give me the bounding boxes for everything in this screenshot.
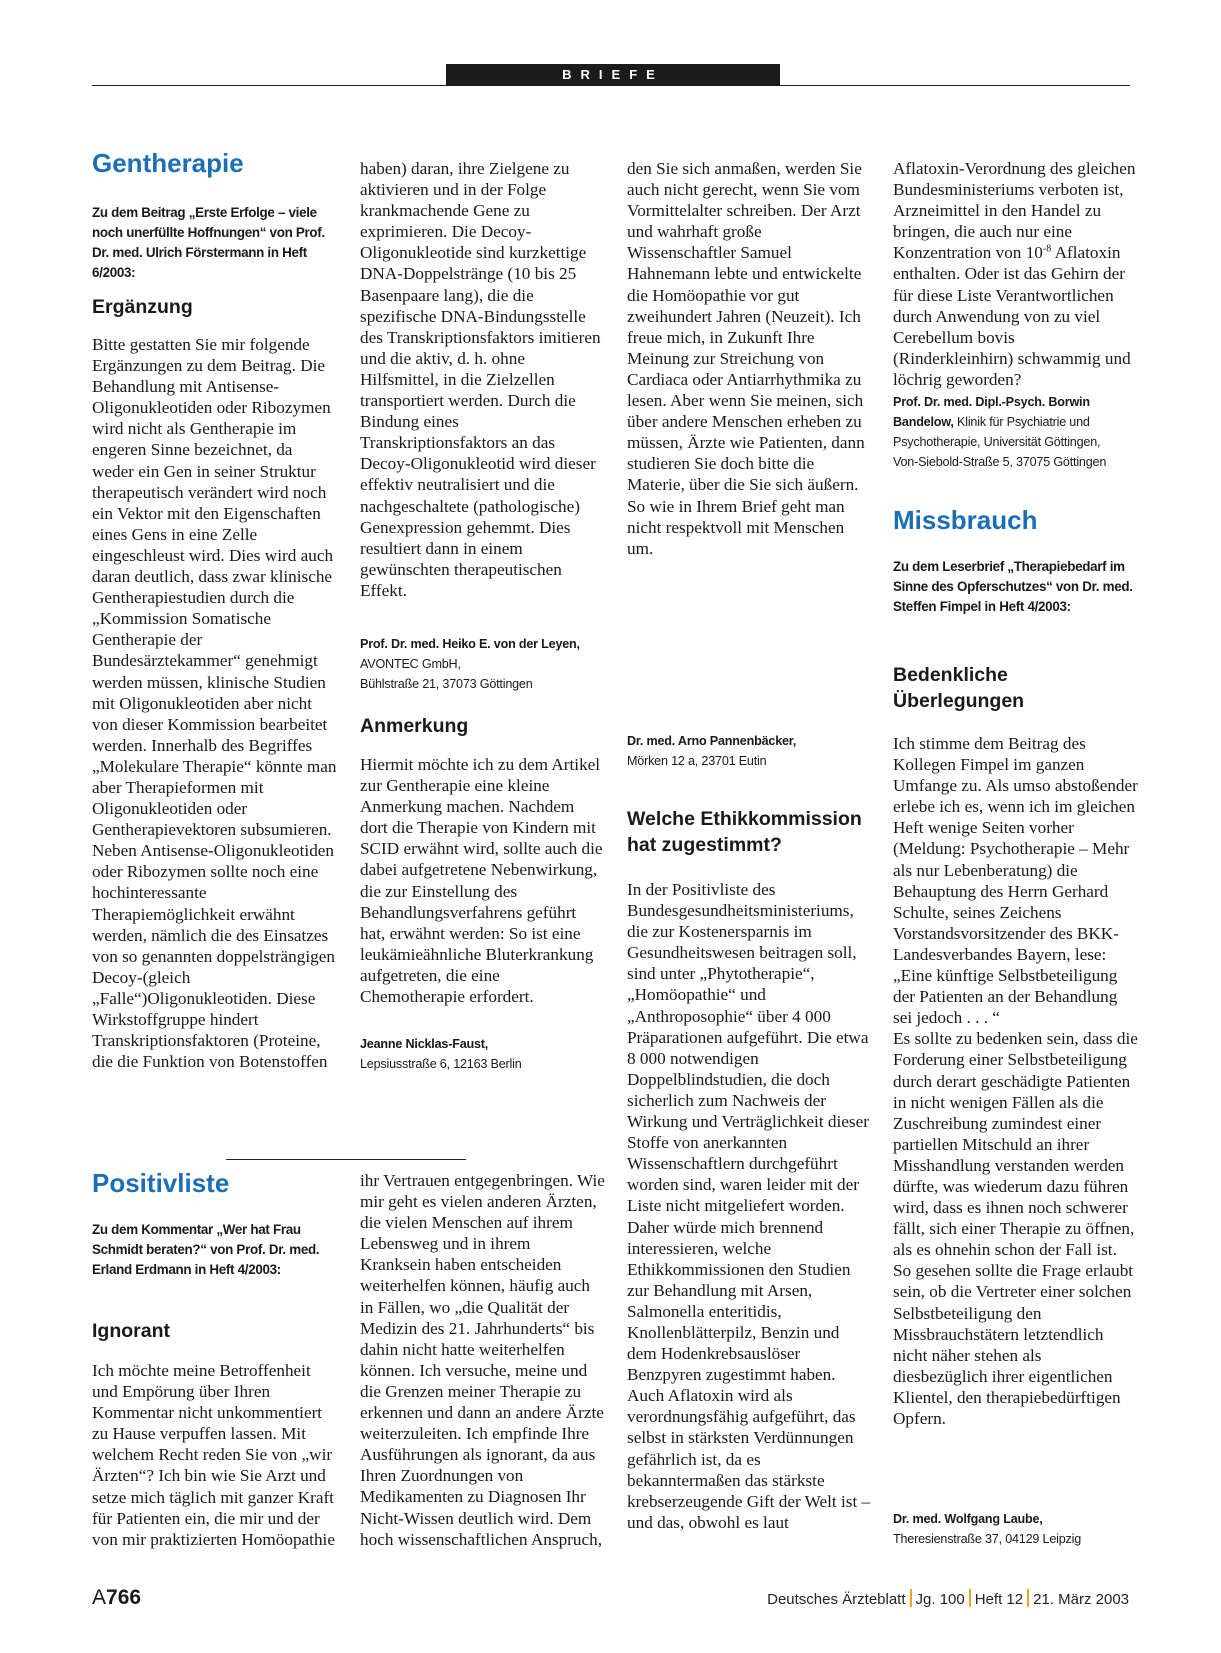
gentherapie-lead <box>92 203 337 283</box>
lead-text: Zu dem Leserbrief „Therapiebedarf im Sinne des Opferschutzes“ von Dr. med. Steffen Fimpel in Heft 4/2003: <box>893 559 1133 614</box>
letter-continuation: haben) daran, ihre Zielgene zu aktivieren und in der Folge krankmachende Gene zu exprimieren. Die Decoy-Oligonukleotide sind kurzkettige DNA-Doppelstränge (10 bis 25 Basenpaare lang), die die spezifische DNA-Bindungsstelle des Transkriptionsfaktors imitieren und die aktiv, d. h. ohne Hilfsmittel, in die Zielzellen transportiert werden. Durch die Bindung eines Transkriptionsfaktors an das Decoy-Oligonukleotid wird dieser effektiv neutralisiert und die nachgeschaltete (pathologische) Genexpression gehemmt. Dies resultiert dann in einem gewünschten therapeutischen Effekt. <box>360 159 601 600</box>
bedenkliche-heading-wrap <box>893 662 1138 714</box>
letter-body-ergaenzung-part1: Bitte gestatten Sie mir folgende Ergänzungen zu dem Beitrag. Die Behandlung mit Antisense-Oligonukleotiden oder Ribozymen wird nicht als Gentherapie im engeren Sinne bezeichnet, da weder ein Gen in seiner Struktur therapeutisch verändert wird noch ein Vektor mit den Eigenschaften eines Gens in eine Zelle eingeschleust wird. Dies wird auch daran deutlich, dass zwar klinische Gentherapiestudien durch die „Kommission Somatische Gentherapie der Bundesärztekammer“ genehmigt werden müssen, klinische Studien mit Oligonukleotiden aber nicht von dieser Kommission bearbeitet werden. Innerhalb des Begriffes „Molekulare Therapie“ könnte man aber Therapieformen mit Oligonukleotiden oder Gentherapievektoren subsumieren. Neben Antisense-Oligonukleotiden oder Ribozymen sollte noch eine hochinteressante Therapiemöglichkeit erwähnt werden, nämlich die des Einsatzes von so genannten doppelsträngigen Decoy-(gleich „Falle“)Oligonukleotiden. Diese Wirkstoffgruppe hindert Transkriptionsfaktoren (Proteine, die die Funktion von Botenstoffen <box>92 335 337 1072</box>
ergaenzung-heading-wrap <box>92 294 337 320</box>
letter-body-anmerkung: Hiermit möchte ich zu dem Artikel zur Gentherapie eine kleine Anmerkung machen. Nachdem dort die Therapie von Kindern mit SCID erwähnt wird, sollte auch die dabei aufgetretene Nebenwirkung, die zur Einstellung des Behandlungsverfahrens geführt hat, erwähnt werden: So ist eine leukämieähnliche Bluterkrankung aufgetreten, die eine Chemotherapie erfordert. <box>360 755 603 1007</box>
letter-heading: Welche Ethikkommission hat zugestimmt? <box>627 808 862 856</box>
ethik-heading-wrap <box>627 806 872 858</box>
letter-body-ignorant-part1: Ich möchte meine Betroffenheit und Empörung über Ihren Kommentar nicht unkommentiert zu Hause verpuffen lassen. Mit welchem Recht reden Sie von „wir Ärzten“? Ich bin wie Sie Arzt und setze mich täglich mit ganzer Kraft für Patienten ein, die mir und der von mir praktizierten Homöopathie <box>92 1361 335 1549</box>
section-divider <box>226 1159 466 1160</box>
letter-body-ethik-part1: In der Positivliste des Bundesgesundheitsministeriums, die zur Kostenersparnis im Gesundheitswesen beitragen soll, sind unter „Phytotherapie“, „Homöopathie“ und „Anthroposophie“ über 4 000 Präparationen aufgeführt. Die etwa 8 000 notwendigen Doppelblindstudien, die doch sicherlich zum Nachweis der Wirkung und Verträglichkeit dieser Stoffe von anerkannten Wissenschaftlern durchgeführt worden sind, waren leider mit der Liste nicht mitgeliefert worden. Daher würde mich brennend interessieren, welche Ethikkommissionen den Studien zur Behandlung mit Arsen, Salmonella enteritidis, Knollenblätterpilz, Benzin und dem Hodenkrebsauslöser Benzpyren zugestimmt haben. Auch Aflatoxin wird als verordnungsfähig aufgeführt, das selbst in stärksten Verdünnungen gefährlich ist, da es bekanntermaßen das stärkste krebserzeugende Gift der Welt ist – und das, obwohl es laut <box>627 880 871 1532</box>
missbrauch-lead <box>893 557 1138 617</box>
positivliste-title-wrap <box>92 1167 337 1199</box>
positivliste-lead <box>92 1220 337 1280</box>
letter-heading: Bedenkliche Überlegungen <box>893 664 1025 712</box>
letter-body-ethik-part2 <box>893 158 1138 390</box>
section-label: BRIEFE <box>446 64 780 86</box>
letter-heading: Ignorant <box>92 1320 170 1342</box>
letter-continuation: ihr Vertrauen entgegenbringen. Wie mir geht es vielen anderen Ärzten, die vielen Menschen auf ihrem Lebensweg und in ihrem Kranksein haben entscheiden weiterhelfen können, häufig auch in Fällen, wo „die Qualität der Medizin des 21. Jahrhunderts“ bis dahin nicht hatte weiterhelfen können. Ich versuche, meine und die Grenzen meiner Therapie zu erkennen und dann an andere Ärzte weiterzuleiten. Ich empfinde Ihre Ausführungen als ignorant, da aus Ihren Zuordnungen von Medikamenten zu Diagnosen Ihr Nicht-Wissen deutlich wird. Dem hoch wissenschaftlichen Anspruch, <box>360 1171 605 1549</box>
letter-body-missbrauch: Ich stimme dem Beitrag des Kollegen Fimpel im ganzen Umfange zu. Als umso abstoßender erlebe ich es, wenn ich im gleichen Heft wenige Seiten vorher (Meldung: Psychotherapie – Mehr als nur Lebenberatung) die Behauptung des Herrn Gerhard Schulte, seines Zeichens Vorstandsvorsitzender des BKK-Landesverbandes Bayern, lese: „Eine künftige Selbstbeteiligung der Patienten an der Behandlung sei jedoch . . . “ Es sollte zu bedenken sein, dass die Forderung einer Selbstbeteiligung durch derart geschädigte Patienten in nicht wenigen Fällen als die Zuschreibung zumindest einer partiellen Mitschuld an ihrer Misshandlung verstanden werden dürfte, was wiederum dazu führen wird, dass es ihnen noch schwerer fällt, sich einer Therapie zu öffnen, als es ohnehin schon der Fall ist. So gesehen sollte die Frage erlaubt sein, ob die Vertreter einer solchen Selbstbeteiligung den Missbrauchstätern letztendlich nicht näher stehen als diesbezüglich ihrer eigentlichen Klientel, den therapiebedürftigen Opfern. <box>893 734 1138 1428</box>
letter-body-ergaenzung-part2 <box>360 158 605 628</box>
lead-text: Zu dem Beitrag „Erste Erfolge – viele noch unerfüllte Hoffnungen“ von Prof. Dr. med. Ulrich Förstermann in Heft 6/2003: <box>92 205 325 280</box>
ignorant-heading-wrap <box>92 1318 337 1344</box>
letter-heading: Anmerkung <box>360 715 469 737</box>
signature-ignorant: Dr. med. Arno Pannenbäcker, Mörken 12 a, 23701 Eutin <box>627 734 797 768</box>
missbrauch-title-wrap <box>893 504 1138 536</box>
article-title-missbrauch: Missbrauch <box>893 505 1038 535</box>
article-title-positivliste: Positivliste <box>92 1168 230 1198</box>
footer-separator <box>910 1589 912 1607</box>
signature-ergaenzung: Prof. Dr. med. Heiko E. von der Leyen, AVONTEC GmbH, Bühlstraße 21, 37073 Göttingen <box>360 637 580 691</box>
signature-missbrauch: Dr. med. Wolfgang Laube, Theresienstraße 37, 04129 Leipzig <box>893 1512 1082 1546</box>
footer-separator <box>1027 1589 1029 1607</box>
signature-ethik: Prof. Dr. med. Dipl.-Psych. Borwin Bandelow, Klinik für Psychiatrie und Psychotherapie, Universität Göttingen, Von-Siebold-Straße 5, 37075 Göttingen <box>893 395 1107 469</box>
letter-body-ignorant-part3 <box>627 158 872 734</box>
column-1-top <box>92 147 337 179</box>
anmerkung-heading-wrap <box>360 713 605 739</box>
footer-separator <box>969 1589 971 1607</box>
letter-heading: Ergänzung <box>92 296 193 318</box>
signature-anmerkung: Jeanne Nicklas-Faust, Lepsiusstraße 6, 12163 Berlin <box>360 1037 522 1071</box>
lead-text: Zu dem Kommentar „Wer hat Frau Schmidt beraten?“ von Prof. Dr. med. Erland Erdmann in Heft 4/2003: <box>92 1222 320 1277</box>
journal-footer: Deutsches Ärzteblatt Jg. 100 Heft 12 21. März 2003 <box>767 1591 1129 1608</box>
letter-continuation: den Sie sich anmaßen, werden Sie auch nicht gerecht, wenn Sie vom Vormittelalter schreiben. Der Arzt und wahrhaft große Wissenschaftler Samuel Hahnemann lebte und entwickelte die Homöopathie vor gut zweihundert Jahren (Neuzeit). Ich freue mich, in Zukunft Ihre Meinung zur Streichung von Cardiaca oder Antiarrhythmika zu lesen. Aber wenn Sie meinen, sich über andere Menschen erheben zu müssen, Ärzte wie Patienten, dann studieren Sie doch bitte die Materie, über die Sie sich äußern. So wie in Ihrem Brief geht man nicht respektvoll mit Menschen um. <box>627 159 865 558</box>
letter-body-ignorant-part2 <box>360 1170 605 1550</box>
letter-continuation: Aflatoxin-Verordnung des gleichen Bundesministeriums verboten ist, Arzneimittel in den Handel zu bringen, die auch nur eine Konzentration von $10^{-8}$ Aflatoxin enthalten. Oder ist das Gehirn der für diese Liste Verantwortlichen durch Anwendung von zu viel Cerebellum bovis (Rinderkleinhirn) schwammig und löchrig geworden? <box>893 159 1136 389</box>
article-title-gentherapie: Gentherapie <box>92 148 244 178</box>
page-number: A766 <box>92 1586 142 1609</box>
